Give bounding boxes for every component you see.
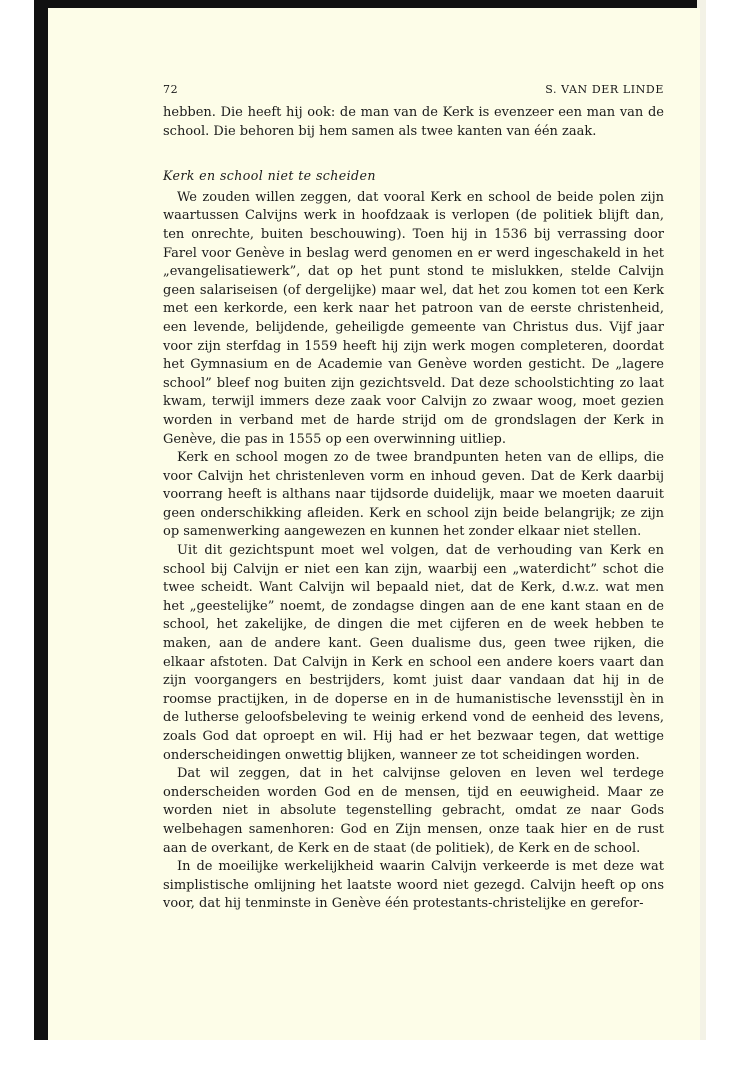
paragraph: Uit dit gezichtspunt moet wel volgen, dat de verhouding van Kerk en school bij Calvijn er niet een kan zijn, waarbij een „waterdicht” schot die twee scheidt. Want Calvijn wil bepaald niet, dat de Kerk, d.w.z. wat men het „geestelijke” noemt, de zondagse dingen aan de ene kant staan en de school, het zakelijke, de dingen die met cijferen en de week hebben te maken, aan de andere kant. Geen dualisme dus, geen twee rijken, die elkaar afstoten. Dat Calvijn in Kerk en school een andere koers vaart dan zijn voorgangers en bestrijders, komt juist daar vandaan dat hij in de roomse practijken, in de doperse en in de humanistische levensstijl èn in de lutherse geloofsbeleving te weinig erkend vond de eenheid des levens, zoals God dat oproept en wil. Hij had er het bezwaar tegen, dat wettige onderscheidingen onwettig blijken, wanneer ze tot scheidingen worden.	[163, 543, 664, 763]
page-number: 72	[163, 83, 179, 96]
paragraph: In de moeilijke werkelijkheid waarin Calvijn verkeerde is met deze wat simplistische omlijning het laatste woord niet gezegd. Calvijn heeft op ons voor, dat hij tenminste in Genève één protestants-christelijke en gerefor-	[163, 859, 664, 912]
section-heading: Kerk en school niet te scheiden	[163, 168, 376, 184]
paragraph: Kerk en school mogen zo de twee brandpunten heten van de ellips, die voor Calvijn het christenleven vorm en inhoud geven. Dat de Kerk daarbij voorrang heeft is althans naar tijdsorde duidelijk, maar we moeten daaruit geen onderschikking afleiden. Kerk en school zijn beide belangrijk; ze zijn op samenwerking aangewezen en kunnen het zonder elkaar niet stellen.	[163, 450, 664, 540]
page-text-block	[163, 82, 664, 914]
running-header	[163, 82, 664, 104]
running-head-author: S. VAN DER LINDE	[545, 83, 664, 96]
paragraph: We zouden willen zeggen, dat vooral Kerk en school de beide polen zijn waartussen Calvijns werk in hoofdzaak is verlopen (de politiek blijft dan, ten onrechte, buiten beschouwing). Toen hij in 1536 bij verrassing door Farel voor Genève in beslag werd genomen en er werd ingeschakeld in het „evangelisatiewerk”, dat op het punt stond te mislukken, stelde Calvijn geen salariseisen (of dergelijke) maar wel, dat het zou komen tot een Kerk met een kerkorde, een kerk naar het patroon van de eerste christenheid, een levende, belijdende, geheiligde gemeente van Christus dus. Vijf jaar voor zijn sterfdag in 1559 heeft hij zijn werk mogen completeren, doordat het Gymnasium en de Academie van Genève worden gesticht. De „lagere school” bleef nog buiten zijn gezichtsveld. Dat deze schoolstichting zo laat kwam, terwijl immers deze zaak voor Calvijn zo zwaar woog, moet gezien worden in verband met de harde strijd om de grondslagen der Kerk in Genève, die pas in 1555 op een overwinning uitliep.	[163, 189, 664, 447]
paragraph-continuation: hebben. Die heeft hij ook: de man van de Kerk is evenzeer een man van de school. Die behoren bij hem samen als twee kanten van één zaak.	[163, 105, 664, 139]
paragraph: Dat wil zeggen, dat in het calvijnse geloven en leven wel terdege onderscheiden worden God en de mensen, tijd en eeuwigheid. Maar ze worden niet in absolute tegenstelling gebracht, omdat ze naar Gods welbehagen samenhoren: God en Zijn mensen, onze taak hier en de rust aan de overkant, de Kerk en de staat (de politiek), de Kerk en de school.	[163, 766, 664, 856]
scan-top-edge	[34, 0, 706, 8]
